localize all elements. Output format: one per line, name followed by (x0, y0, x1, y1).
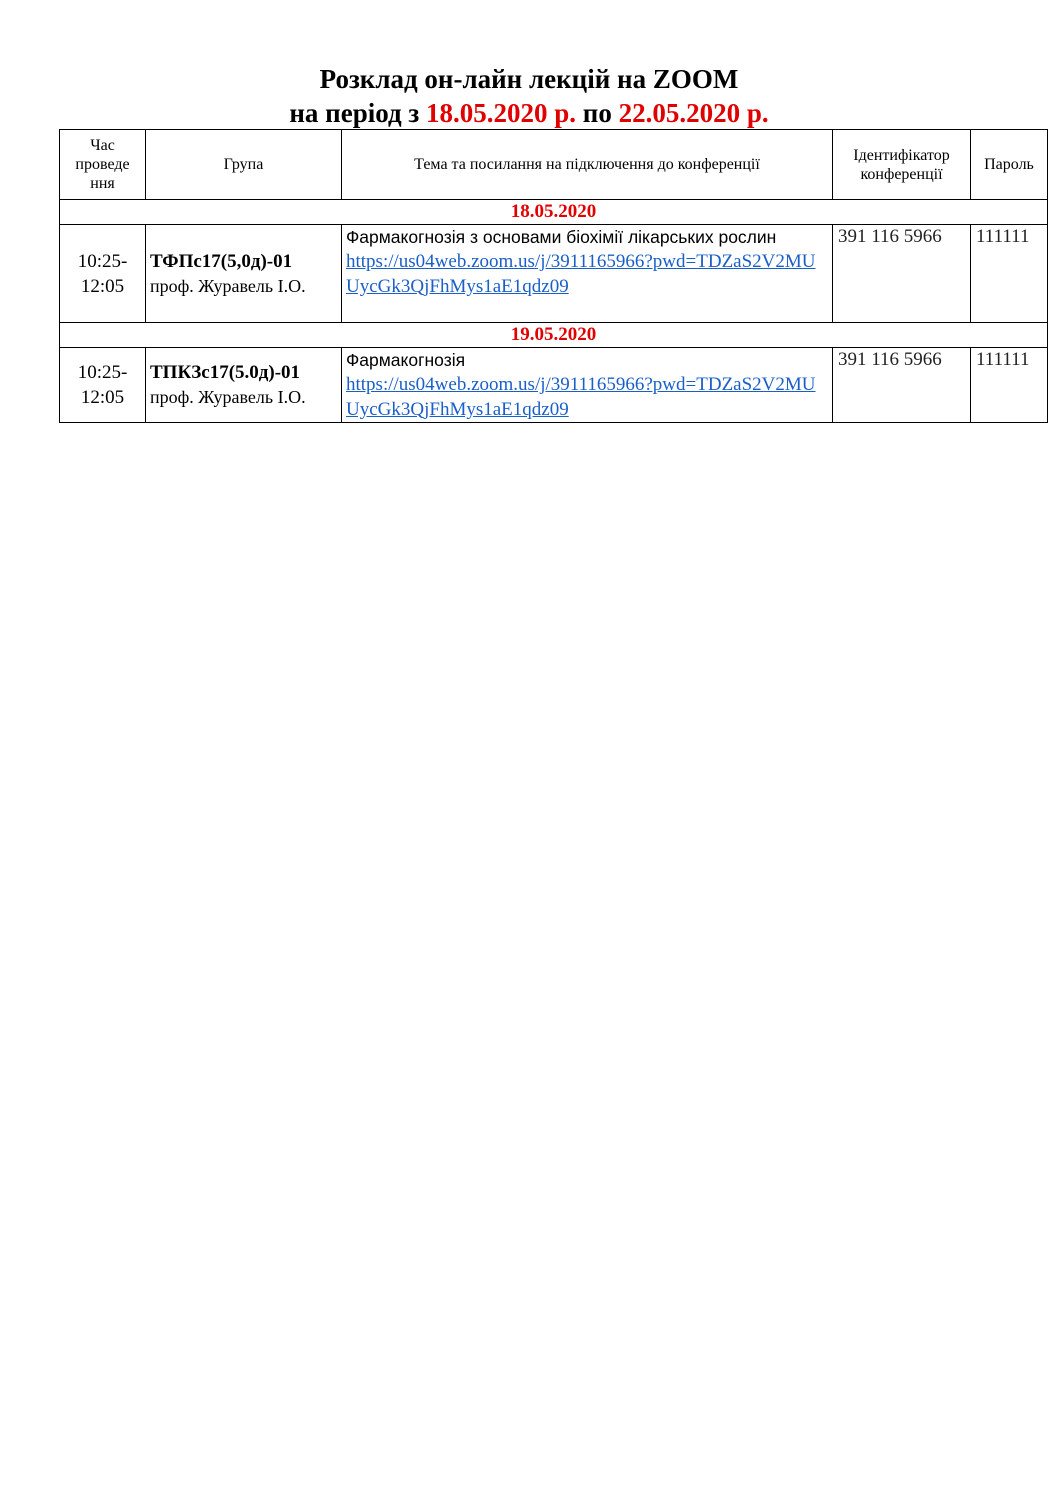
table-row (60, 348, 1048, 423)
date-cell: 18.05.2020 (60, 200, 1048, 225)
topic-title: Фармакогнозія (346, 350, 466, 370)
password-cell: 111111 (971, 225, 1048, 323)
column-header-time: Час проведе ння (60, 130, 146, 200)
topic-cell (342, 348, 833, 423)
column-header-conf-id: Ідентифікатор конференції (833, 130, 971, 200)
teacher-name: проф. Журавель І.О. (150, 387, 306, 407)
page-title (0, 62, 1058, 130)
table-row (60, 225, 1048, 323)
column-header-password: Пароль (971, 130, 1048, 200)
column-header-topic: Тема та посилання на підключення до конференції (342, 130, 833, 200)
topic-cell (342, 225, 833, 323)
column-header-group: Група (146, 130, 342, 200)
title-mid: по (576, 98, 619, 128)
topic-title: Фармакогнозія з основами біохімії лікарських рослин (346, 227, 777, 247)
title-prefix: на період з (289, 98, 426, 128)
password-cell: 111111 (971, 348, 1048, 423)
group-cell (146, 225, 342, 323)
title-line-1: Розклад он-лайн лекцій на ZOOM (319, 64, 739, 94)
table-header-row (60, 130, 1048, 200)
time-cell: 10:25-12:05 (60, 348, 146, 423)
date-from: 18.05.2020 р. (425, 98, 577, 128)
group-cell (146, 348, 342, 423)
teacher-name: проф. Журавель І.О. (150, 275, 306, 296)
date-cell: 19.05.2020 (60, 323, 1048, 348)
conference-id-cell: 391 116 5966 (833, 348, 971, 423)
zoom-link[interactable]: https://us04web.zoom.us/j/3911165966?pwd=TDZaS2V2MUUycGk3QjFhMys1aE1qdz09 (346, 374, 816, 420)
date-to: 22.05.2020 р. (618, 98, 769, 128)
group-code: ТПКЗс17(5.0д)-01 (150, 362, 301, 383)
time-cell: 10:25-12:05 (60, 225, 146, 323)
conference-id-cell: 391 116 5966 (833, 225, 971, 323)
schedule-table (59, 129, 1048, 423)
title-line-2 (0, 96, 1058, 130)
group-code: ТФПс17(5,0д)-01 (150, 250, 293, 272)
zoom-link[interactable]: https://us04web.zoom.us/j/3911165966?pwd=TDZaS2V2MUUycGk3QjFhMys1aE1qdz09 (346, 251, 816, 297)
date-row (60, 323, 1048, 348)
date-row (60, 200, 1048, 225)
